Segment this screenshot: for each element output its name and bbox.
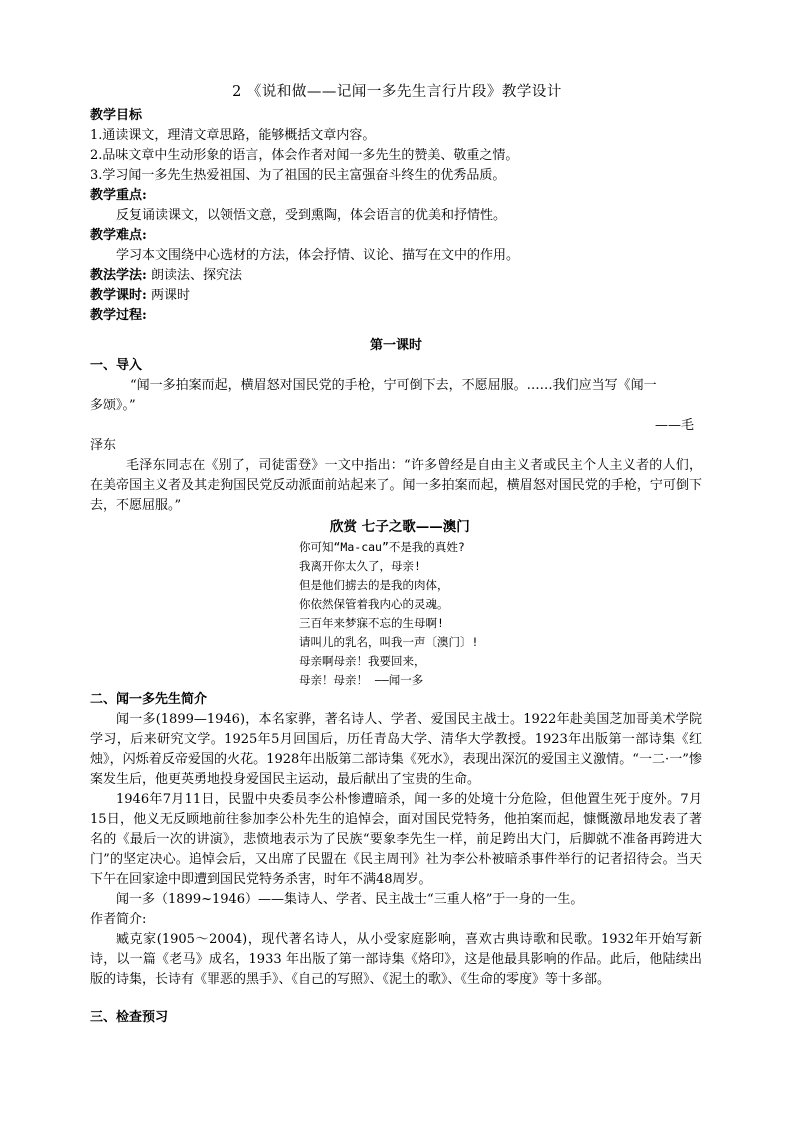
poem-line: 但是他们掳去的是我的肉体，	[299, 578, 449, 592]
document-body	[90, 106, 702, 1028]
bio-paragraph: 闻一多(1899—1946)，本名家骅，著名诗人、学者、爱国民主战士。1922年赴美国芝加哥美术学院学习，后来研究文学。1925年5月回国后，历任青岛大学、清华大学教授。1923年出版第一部诗集《红烛》，闪烁着反帝爱国的火花。1928年出版第二部诗集《死水》，表现出深沉的爱国主义激情。“一二·一”惨案发生后，他更英勇地投身爱国民主运动，最后献出了宝贵的生命。	[90, 712, 702, 787]
poem-line: 我离开你太久了，母亲!	[299, 559, 421, 573]
poem-line: 三百年来梦寐不忘的生母啊!	[299, 616, 444, 630]
quote-line: 多颂》。”	[90, 398, 136, 413]
quote-line: “闻一多拍案而起，横眉怒对国民党的手枪，宁可倒下去，不愿屈服。……我们应当写《闻一	[130, 378, 657, 393]
author-heading: 作者简介:	[90, 912, 147, 927]
poem	[299, 538, 559, 690]
document-title: 2 《说和做——记闻一多先生言行片段》教学设计	[232, 84, 562, 100]
goals-heading: 教学目标	[90, 108, 143, 123]
method-text: 朗读法、探究法	[150, 268, 242, 283]
difficulty-text: 学习本文围绕中心选材的方法，体会抒情、议论、描写在文中的作用。	[116, 248, 520, 263]
hours-text: 两课时	[150, 288, 190, 303]
hours-label: 教学课时:	[90, 288, 147, 303]
method-label: 教法学法:	[90, 268, 147, 283]
poem-line: 母亲！母亲！ ——闻一多	[299, 673, 424, 687]
quote-attribution-cont: 泽东	[90, 438, 117, 453]
section2-heading: 二、闻一多先生简介	[90, 692, 208, 707]
lesson-heading: 第一课时	[369, 338, 422, 353]
goal-item: 3.学习闻一多先生热爱祖国、为了祖国的民主富强奋斗终生的优秀品质。	[90, 168, 506, 183]
difficulty-heading: 教学难点:	[90, 228, 147, 243]
poem-line: 你可知“Ma-cau”不是我的真姓?	[299, 540, 465, 554]
intro-paragraph: 毛泽东同志在《别了，司徒雷登》一文中指出：“许多曾经是自由主义者或民主个人主义者的人们，在美帝国主义者及其走狗国民党反动派面前站起来了。闻一多拍案而起，横眉怒对国民党的手枪，宁可倒下去，不愿屈服。”	[90, 458, 702, 513]
section3-heading: 三、检查预习	[90, 1010, 169, 1025]
process-heading: 教学过程:	[90, 308, 147, 323]
bio-summary: 闻一多（1899~1946）——集诗人、学者、民主战士“三重人格”于一身的一生。	[116, 892, 584, 907]
method-row	[90, 266, 702, 286]
poem-title: 欣赏 七子之歌——澳门	[330, 519, 470, 535]
poem-line: 母亲啊母亲！我要回来，	[299, 654, 426, 668]
key-heading: 教学重点:	[90, 188, 147, 203]
key-text: 反复诵读课文，以领悟文意，受到熏陶，体会语言的优美和抒情性。	[116, 208, 507, 223]
goal-item: 2.品味文章中生动形象的语言，体会作者对闻一多先生的赞美、敬重之情。	[90, 148, 519, 163]
goal-item: 1.通读课文，理清文章思路，能够概括文章内容。	[90, 128, 376, 143]
quote-attribution: ——毛	[654, 418, 694, 433]
author-paragraph: 臧克家(1905～2004)，现代著名诗人，从小受家庭影响，喜欢古典诗歌和民歌。1932年开始写新诗，以一篇《老马》成名，1933 年出版了第一部诗集《烙印》，这是他最具影响的作品。此后，他陆续出版的诗集，长诗有《罪恶的黑手》、《自己的写照》、《泥土的歌》、《生命的零度》等十多部。	[90, 932, 702, 987]
poem-line: 你依然保管着我内心的灵魂。	[299, 597, 449, 611]
bio-paragraph: 1946年7月11日，民盟中央委员李公朴惨遭暗杀，闻一多的处境十分危险，但他置生死于度外。7月15日，他义无反顾地前往参加李公朴先生的追悼会，面对国民党特务，他拍案而起，慷慨激昂地发表了著名的《最后一次的讲演》，悲愤地表示为了民族“要象李先生一样，前足跨出大门，后脚就不准备再跨进大门”的坚定决心。追悼会后，又出席了民盟在《民主周刊》社为李公朴被暗杀事件举行的记者招待会。当天下午在回家途中即遭到国民党特务杀害，时年不满48周岁。	[90, 792, 702, 887]
section1-heading: 一、导入	[90, 358, 143, 373]
hours-row	[90, 286, 702, 306]
poem-line: 请叫儿的乳名，叫我一声〔澳门〕!	[299, 635, 479, 649]
